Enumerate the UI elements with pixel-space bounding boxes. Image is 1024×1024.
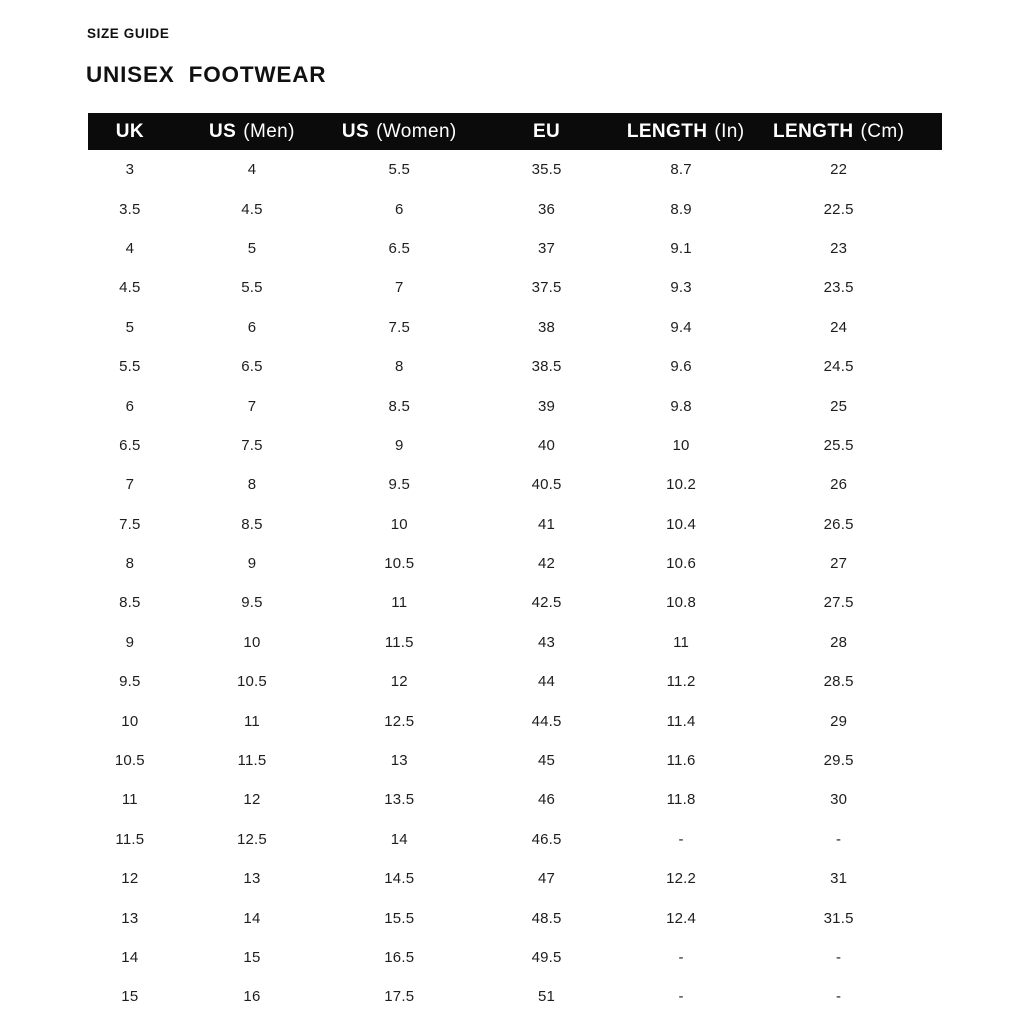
- table-cell: 12.5: [236, 830, 267, 848]
- table-cell: 37.5: [531, 279, 562, 297]
- table-cell: 9: [125, 633, 135, 651]
- table-cell: 13: [243, 870, 261, 888]
- table-cell: 9.6: [670, 358, 692, 376]
- table-cell: 8.5: [388, 397, 410, 415]
- table-cell: 6: [247, 318, 257, 336]
- table-cell: 14: [390, 830, 408, 848]
- table-cell: 28.5: [823, 673, 854, 691]
- table-row: [88, 150, 942, 189]
- column-header-label: UK: [115, 120, 144, 142]
- table-row: [88, 308, 942, 347]
- table-cell: 11.4: [666, 712, 696, 730]
- table-cell: 41: [538, 515, 556, 533]
- table-cell: 5.5: [241, 279, 263, 297]
- column-header-us-men: [172, 113, 333, 150]
- column-header-sublabel: (Men): [243, 120, 295, 142]
- table-cell: 23.5: [823, 279, 854, 297]
- table-cell: 10.5: [384, 555, 415, 573]
- size-table-body: [88, 150, 942, 1017]
- table-row: [88, 820, 942, 859]
- table-cell: -: [678, 988, 684, 1006]
- table-cell: 9.5: [388, 476, 410, 494]
- table-cell: 10.5: [236, 673, 267, 691]
- table-cell: 12.5: [384, 712, 415, 730]
- table-cell: 14: [121, 949, 139, 966]
- table-cell: -: [836, 949, 842, 966]
- table-cell: 4: [247, 161, 257, 179]
- table-cell: 12.2: [666, 870, 697, 888]
- table-cell: 16.5: [384, 949, 415, 966]
- table-cell: 10.5: [114, 752, 145, 770]
- table-cell: 9.1: [670, 239, 692, 257]
- table-cell: 9.5: [119, 673, 141, 691]
- table-cell: 46: [538, 791, 556, 809]
- table-cell: 17.5: [384, 988, 415, 1006]
- table-cell: 4.5: [119, 279, 141, 297]
- table-cell: 4: [125, 239, 135, 257]
- table-row: [88, 347, 942, 386]
- table-cell: 11.5: [115, 830, 145, 848]
- table-cell: 8: [125, 555, 135, 573]
- column-header-sublabel: (Women): [376, 120, 457, 142]
- table-cell: 7.5: [241, 436, 263, 454]
- column-header-label: LENGTH: [772, 120, 854, 142]
- table-cell: 10.2: [666, 476, 697, 494]
- table-cell: 23: [830, 239, 848, 257]
- table-cell: 12: [121, 870, 139, 888]
- table-cell: 10: [672, 436, 690, 454]
- table-cell: 5.5: [119, 358, 141, 376]
- table-cell: 27: [830, 555, 848, 573]
- table-cell: 7: [247, 397, 257, 415]
- table-cell: 5.5: [388, 161, 410, 179]
- table-row: [88, 386, 942, 425]
- table-cell: 40.5: [531, 476, 562, 494]
- table-row: [88, 859, 942, 898]
- table-cell: 10.8: [666, 594, 697, 612]
- table-cell: 12.4: [666, 909, 697, 927]
- table-cell: 5: [247, 239, 257, 257]
- table-cell: 9.8: [670, 397, 692, 415]
- table-cell: 15.5: [384, 909, 415, 927]
- table-row: [88, 189, 942, 228]
- table-row: [88, 898, 942, 937]
- table-cell: 35.5: [531, 161, 562, 179]
- table-cell: 8.5: [241, 515, 263, 533]
- table-row: [88, 268, 942, 307]
- table-cell: 28: [830, 633, 848, 651]
- table-cell: 8.5: [119, 594, 141, 612]
- table-cell: 22: [830, 161, 848, 179]
- header-row: [88, 113, 942, 150]
- table-row: [88, 229, 942, 268]
- table-row: [88, 977, 942, 1016]
- table-cell: 11: [391, 594, 408, 612]
- table-cell: 31.5: [823, 909, 854, 927]
- table-cell: 9.5: [241, 594, 263, 612]
- table-cell: 9: [247, 555, 257, 573]
- table-cell: 40: [538, 436, 556, 454]
- table-cell: 10.4: [666, 515, 697, 533]
- table-cell: 11: [673, 633, 690, 651]
- table-cell: 31: [830, 870, 848, 888]
- table-cell: 6: [125, 397, 135, 415]
- table-cell: 29: [830, 712, 848, 730]
- column-header-uk: [88, 113, 172, 150]
- table-cell: 42.5: [531, 594, 562, 612]
- table-cell: 39: [538, 397, 556, 415]
- table-row: [88, 426, 942, 465]
- column-header-eu: [466, 113, 627, 150]
- table-cell: 29.5: [823, 752, 854, 770]
- table-cell: 3.5: [119, 200, 141, 218]
- table-cell: 6.5: [119, 436, 141, 454]
- table-cell: 26: [830, 476, 848, 494]
- table-cell: -: [836, 988, 842, 1006]
- table-cell: 11.8: [666, 791, 696, 809]
- table-cell: 49.5: [531, 949, 562, 966]
- table-cell: 9: [394, 436, 404, 454]
- table-cell: 11: [121, 791, 138, 809]
- table-cell: -: [836, 830, 842, 848]
- table-cell: 7: [394, 279, 404, 297]
- table-cell: 30: [830, 791, 848, 809]
- table-cell: 7: [125, 476, 135, 494]
- table-cell: 10: [390, 515, 408, 533]
- table-cell: -: [678, 949, 684, 966]
- table-cell: 38.5: [531, 358, 562, 376]
- table-cell: 11.2: [666, 673, 696, 691]
- table-cell: 14: [243, 909, 261, 927]
- table-cell: 12: [390, 673, 408, 691]
- table-cell: 10: [121, 712, 139, 730]
- table-cell: 15: [243, 949, 261, 966]
- table-cell: 7.5: [388, 318, 410, 336]
- table-cell: 47: [538, 870, 556, 888]
- table-cell: 46.5: [531, 830, 562, 848]
- table-cell: 12: [243, 791, 261, 809]
- table-cell: -: [678, 830, 684, 848]
- column-header-length-in: [626, 113, 745, 150]
- table-cell: 45: [538, 752, 556, 770]
- column-header-sublabel: (Cm): [860, 120, 905, 142]
- table-row: [88, 741, 942, 780]
- table-cell: 6.5: [241, 358, 263, 376]
- table-cell: 24.5: [823, 358, 854, 376]
- table-cell: 3: [125, 161, 135, 179]
- table-cell: 6.5: [388, 239, 410, 257]
- table-row: [88, 544, 942, 583]
- table-cell: 44.5: [531, 712, 562, 730]
- table-cell: 11: [243, 712, 260, 730]
- table-cell: 36: [538, 200, 556, 218]
- column-header-sublabel: (In): [714, 120, 745, 142]
- table-row: [88, 701, 942, 740]
- size-table-header: [88, 113, 942, 150]
- table-cell: 11.6: [666, 752, 696, 770]
- page-title: UNISEX FOOTWEAR: [86, 62, 327, 87]
- table-row: [88, 938, 942, 977]
- column-header-length-cm: [735, 113, 942, 150]
- table-cell: 25.5: [823, 436, 854, 454]
- table-cell: 8: [394, 358, 404, 376]
- table-row: [88, 505, 942, 544]
- table-cell: 7.5: [119, 515, 141, 533]
- table-cell: 13: [390, 752, 408, 770]
- table-cell: 4.5: [241, 200, 263, 218]
- table-row: [88, 465, 942, 504]
- table-cell: 8.7: [670, 161, 692, 179]
- size-guide-eyebrow: SIZE GUIDE: [87, 26, 170, 41]
- table-cell: 8.9: [670, 200, 692, 218]
- column-header-label: EU: [532, 120, 561, 142]
- table-cell: 22.5: [823, 200, 854, 218]
- table-cell: 5: [125, 318, 135, 336]
- table-row: [88, 623, 942, 662]
- table-cell: 42: [538, 555, 556, 573]
- table-cell: 25: [830, 397, 848, 415]
- table-cell: 10.6: [666, 555, 697, 573]
- table-cell: 9.3: [670, 279, 692, 297]
- table-cell: 24: [830, 318, 848, 336]
- table-cell: 11.5: [237, 752, 267, 770]
- table-cell: 9.4: [670, 318, 692, 336]
- table-cell: 51: [538, 988, 556, 1006]
- table-cell: 15: [121, 988, 139, 1006]
- table-cell: 14.5: [384, 870, 415, 888]
- size-table: [88, 113, 942, 1017]
- table-cell: 27.5: [823, 594, 854, 612]
- table-cell: 44: [538, 673, 556, 691]
- table-row: [88, 780, 942, 819]
- column-header-label: LENGTH: [626, 120, 708, 142]
- column-header-label: US: [341, 120, 370, 142]
- table-cell: 26.5: [823, 515, 854, 533]
- column-header-us-women: [332, 113, 466, 150]
- table-cell: 10: [243, 633, 261, 651]
- table-cell: 11.5: [384, 633, 414, 651]
- table-row: [88, 583, 942, 622]
- table-cell: 13: [121, 909, 139, 927]
- table-row: [88, 662, 942, 701]
- column-header-label: US: [209, 120, 237, 142]
- table-cell: 43: [538, 633, 556, 651]
- table-cell: 37: [538, 239, 556, 257]
- table-cell: 6: [394, 200, 404, 218]
- table-cell: 13.5: [384, 791, 415, 809]
- table-cell: 48.5: [531, 909, 562, 927]
- table-cell: 16: [243, 988, 261, 1006]
- table-cell: 38: [538, 318, 556, 336]
- table-cell: 8: [247, 476, 257, 494]
